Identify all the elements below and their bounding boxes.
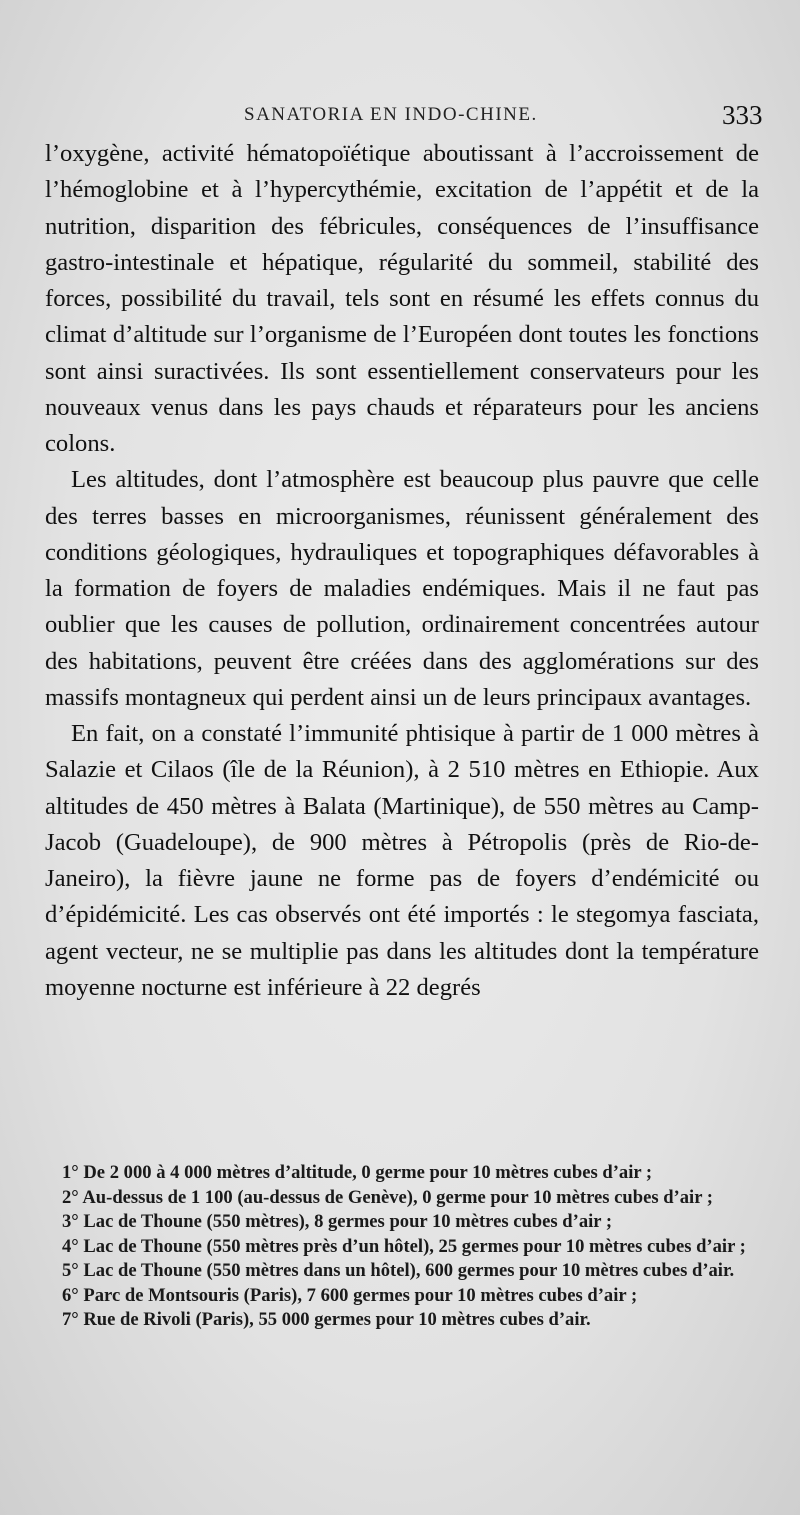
page-number: 333 (722, 100, 763, 130)
running-title: SANATORIA EN INDO-CHINE. (244, 104, 538, 125)
paragraph-1: l’oxygène, activité hématopoïétique aboutissant à l’accroissement de l’hémoglobine et à l’hypercythémie, excitation de l’appétit et de la nutrition, disparition des fébricules, conséquences de l’insuffisance gastro-intestinale et hépatique, régularité du sommeil, stabilité des forces, possibilité du travail, tels sont en résumé les effets connus du climat d’altitude sur l’organisme de l’Européen dont toutes les fonctions sont ainsi suractivées. Ils sont essentiellement conservateurs pour les nouveaux venus dans les pays chauds et réparateurs pour les anciens colons. (45, 140, 759, 457)
footnote-1: 1° De 2 000 à 4 000 mètres d’altitude, 0 germe pour 10 mètres cubes d’air ; (62, 1162, 653, 1183)
paragraph-2: Les altitudes, dont l’atmosphère est beaucoup plus pauvre que celle des terres basses en microorganismes, réunissent généralement des conditions géologiques, hydrauliques et topographiques défavorables à la formation de foyers de maladies endémiques. Mais il ne faut pas oublier que les causes de pollution, ordinairement concentrées autour des habitations, peuvent être créées dans des agglomérations sur des massifs montagneux qui perdent ainsi un de leurs principaux avantages. (45, 466, 759, 711)
footnote-5: 5° Lac de Thoune (550 mètres dans un hôtel), 600 germes pour 10 mètres cubes d’air. (62, 1260, 735, 1281)
page-header (0, 100, 800, 134)
footnote-4: 4° Lac de Thoune (550 mètres près d’un hôtel), 25 germes pour 10 mètres cubes d’air ; (62, 1235, 746, 1257)
footnote-2: 2° Au-dessus de 1 100 (au-dessus de Genève), 0 germe pour 10 mètres cubes d’air ; (62, 1186, 713, 1208)
footnotes (40, 1161, 762, 1333)
paragraph-3: En fait, on a constaté l’immunité phtisique à partir de 1 000 mètres à Salazie et Cilaos (île de la Réunion), à 2 510 mètres en Ethiopie. Aux altitudes de 450 mètres à Balata (Martinique), de 550 mètres au Camp-Jacob (Guadeloupe), de 900 mètres à Pétropolis (près de Rio-de-Janeiro), la fièvre jaune ne forme pas de foyers d’endémicité ou d’épidémicité. Les cas observés ont été importés : le stegomya fasciata, agent vecteur, ne se multiplie pas dans les altitudes dont la température moyenne nocturne est inférieure à 22 degrés (45, 720, 759, 1001)
footnote-6: 6° Parc de Montsouris (Paris), 7 600 germes pour 10 mètres cubes d’air ; (62, 1284, 638, 1306)
body-text (45, 136, 759, 1006)
footnote-3: 3° Lac de Thoune (550 mètres), 8 germes pour 10 mètres cubes d’air ; (62, 1211, 613, 1232)
footnote-7: 7° Rue de Rivoli (Paris), 55 000 germes pour 10 mètres cubes d’air. (62, 1309, 591, 1330)
